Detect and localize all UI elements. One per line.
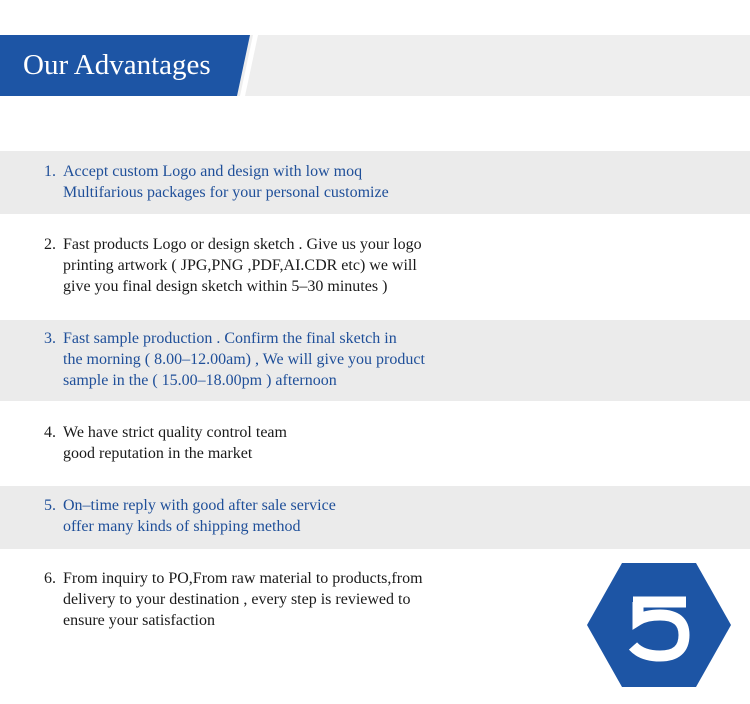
item-line: ensure your satisfaction: [63, 612, 215, 629]
item-line: the morning ( 8.00–12.00am) , We will give you product: [63, 351, 425, 368]
item-line: sample in the ( 15.00–18.00pm ) afternoon: [63, 372, 337, 389]
item-line: offer many kinds of shipping method: [63, 518, 301, 535]
advantage-item-5: [44, 495, 336, 537]
item-line: delivery to your destination , every step is reviewed to: [63, 591, 411, 608]
item-line: We have strict quality control team: [63, 424, 287, 441]
item-line: On–time reply with good after sale service: [63, 497, 336, 514]
item-number: 6.: [44, 570, 56, 587]
item-line: Fast sample production . Confirm the final sketch in: [63, 330, 397, 347]
item-number: 4.: [44, 424, 56, 441]
item-line: Accept custom Logo and design with low moq: [63, 163, 363, 180]
item-line: good reputation in the market: [63, 445, 253, 462]
advantage-item-1: [44, 161, 389, 203]
item-line: give you final design sketch within 5–30 minutes ): [63, 278, 388, 295]
item-number: 1.: [44, 163, 56, 180]
item-number: 3.: [44, 330, 56, 347]
page-title: Our Advantages: [23, 49, 211, 81]
hexagon-5-icon: [586, 562, 732, 693]
advantage-item-4: [44, 422, 287, 464]
item-line: From inquiry to PO,From raw material to products,from: [63, 570, 423, 587]
advantage-item-6: [44, 568, 423, 631]
item-number: 5.: [44, 497, 56, 514]
item-line: printing artwork ( JPG,PNG ,PDF,AI.CDR etc) we will: [63, 257, 417, 274]
item-line: Multifarious packages for your personal customize: [63, 184, 389, 201]
advantage-item-3: [44, 328, 425, 391]
advantage-item-2: [44, 234, 422, 297]
item-line: Fast products Logo or design sketch . Give us your logo: [63, 236, 422, 253]
item-number: 2.: [44, 236, 56, 253]
